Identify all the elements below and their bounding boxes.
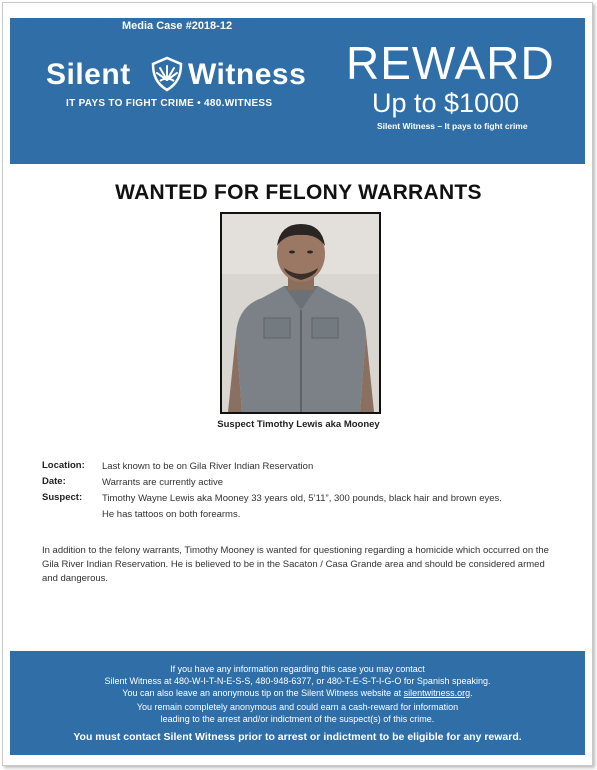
website-link[interactable]: silentwitness.org: [403, 688, 471, 698]
reward-subtitle: Silent Witness – It pays to fight crime: [377, 121, 528, 131]
media-case-number: Media Case #2018-12: [122, 20, 233, 32]
silent-witness-logo: [46, 58, 308, 92]
logo-text-witness: Witness: [188, 58, 307, 91]
detail-value: Warrants are currently active: [102, 477, 224, 488]
page-title: WANTED FOR FELONY WARRANTS: [115, 181, 482, 204]
logo-text-silent: Silent: [46, 58, 131, 91]
footer-line: If you have any information regarding this case you may contact: [170, 664, 425, 674]
detail-label: Date:: [42, 476, 66, 487]
shield-sunburst-icon: [150, 54, 184, 92]
footer-text: You can also leave an anonymous tip on the Silent Witness website at: [122, 688, 404, 698]
reward-amount: Up to $1000: [372, 88, 520, 118]
detail-value: Timothy Wayne Lewis aka Mooney 33 years old, 5’11”, 300 pounds, black hair and brown eyes.: [102, 493, 502, 504]
detail-value-continued: He has tattoos on both forearms.: [102, 509, 241, 520]
footer-line: [10, 688, 585, 698]
footer-text: .: [470, 688, 473, 698]
header-banner: [10, 18, 585, 164]
footer-line: leading to the arrest and/or indictment of the suspect(s) of this crime.: [160, 714, 435, 724]
suspect-photo-illustration: [222, 214, 379, 412]
logo-tagline: IT PAYS TO FIGHT CRIME • 480.WITNESS: [66, 98, 273, 109]
detail-label: Location:: [42, 460, 85, 471]
footer-line: You remain completely anonymous and could earn a cash-reward for information: [136, 702, 459, 712]
suspect-photo: [220, 212, 381, 414]
photo-caption: Suspect Timothy Lewis aka Mooney: [217, 419, 380, 430]
footer-line: Silent Witness at 480-W-I-T-N-E-S-S, 480-948-6377, or 480-T-E-S-T-I-G-O for Spanish speaking.: [104, 676, 491, 686]
detail-label: Suspect:: [42, 492, 83, 503]
footer-banner: [10, 651, 585, 755]
footer-reward-notice: You must contact Silent Witness prior to arrest or indictment to be eligible for any reward.: [73, 731, 522, 743]
detail-value: Last known to be on Gila River Indian Reservation: [102, 461, 314, 472]
case-description: In addition to the felony warrants, Timothy Mooney is wanted for questioning regarding a homicide which occurred on the Gila River Indian Reservation. He is believed to be in the Sacaton / Casa Grande area and should be considered armed and dangerous.: [42, 545, 549, 584]
reward-title: REWARD: [346, 37, 555, 89]
